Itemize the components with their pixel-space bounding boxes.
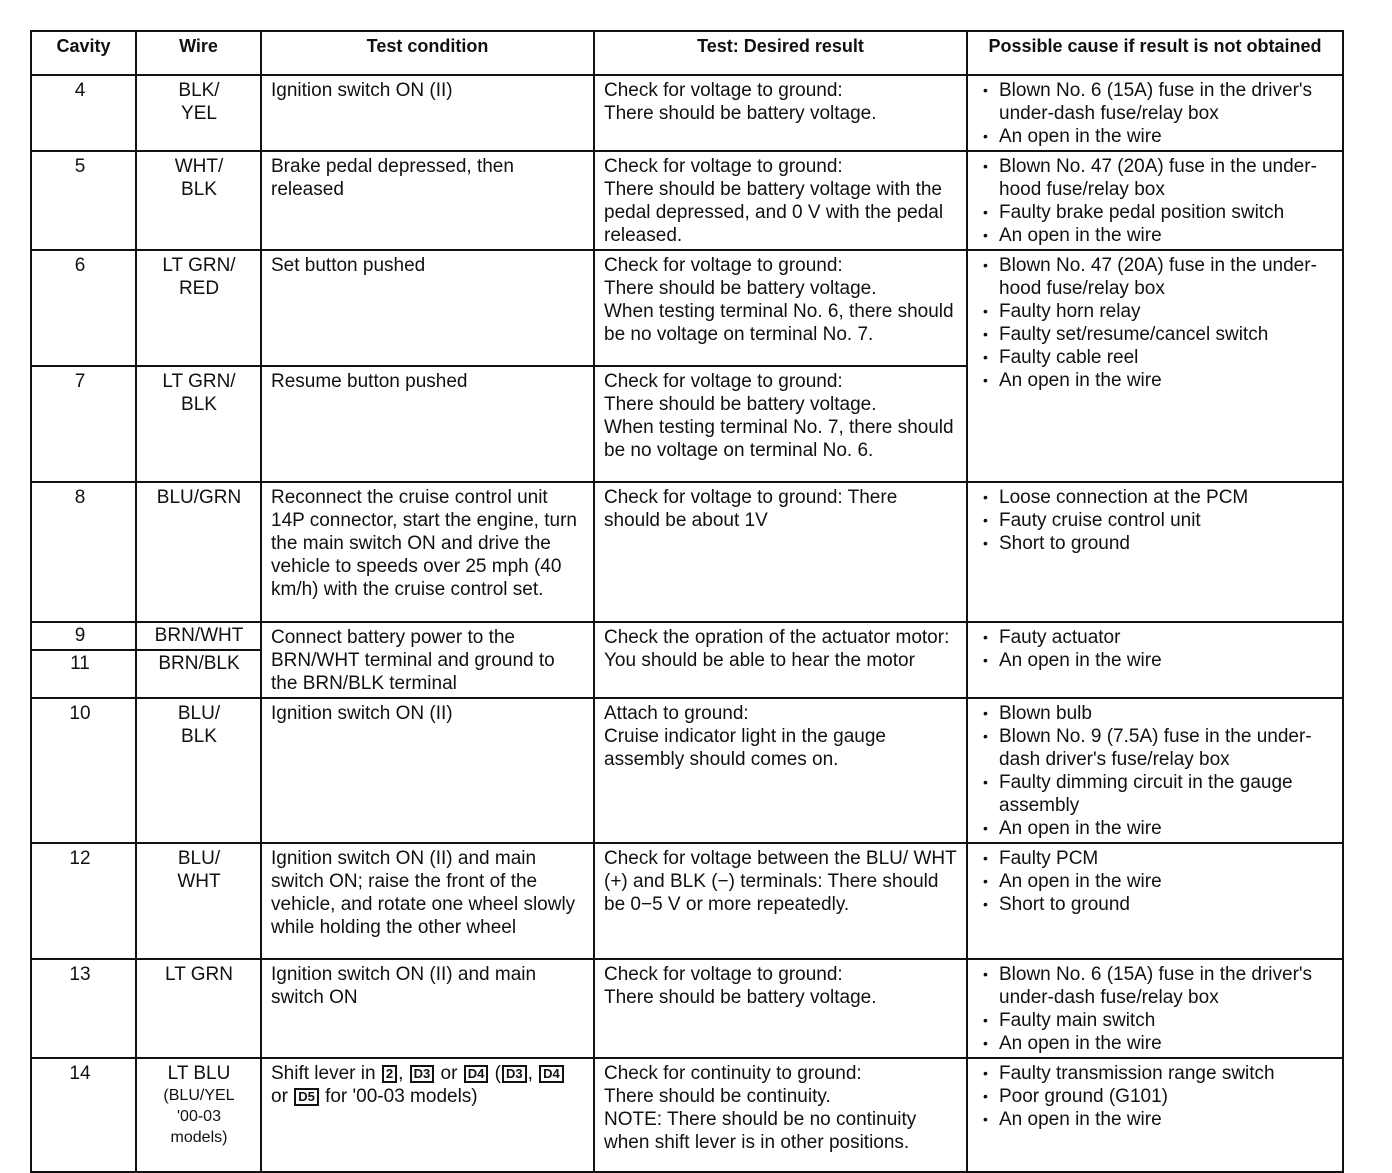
cause-cell — [967, 843, 1343, 959]
wire-cell: WHT/ BLK — [136, 151, 261, 250]
wire-cell: BRN/BLK — [136, 650, 261, 698]
cavity-cell: 12 — [31, 843, 136, 959]
cause-item: • Loose connection at the PCM — [977, 486, 1334, 509]
table-row — [31, 151, 1343, 250]
cause-cell — [967, 622, 1343, 698]
cavity-cell: 8 — [31, 482, 136, 622]
cavity-cell: 9 — [31, 622, 136, 650]
cavity-cell: 6 — [31, 250, 136, 366]
cause-item: • Blown No. 9 (7.5A) fuse in the under-dash driver's fuse/relay box — [977, 725, 1334, 771]
cause-item: • An open in the wire — [977, 1108, 1334, 1131]
cause-item: • Blown No. 6 (15A) fuse in the driver's under-dash fuse/relay box — [977, 963, 1334, 1009]
cause-item: • Faulty PCM — [977, 847, 1334, 870]
condition-cell: Resume button pushed — [261, 366, 594, 482]
cause-list — [977, 963, 1334, 1055]
shift-position-d3-icon: D3 — [410, 1065, 435, 1083]
cause-cell — [967, 482, 1343, 622]
cavity-cell: 11 — [31, 650, 136, 698]
wire-cell: BLU/GRN — [136, 482, 261, 622]
wire-cell: BRN/WHT — [136, 622, 261, 650]
cause-cell — [967, 151, 1343, 250]
cause-list — [977, 626, 1334, 672]
condition-cell: Brake pedal depressed, then released — [261, 151, 594, 250]
result-cell: Check for voltage to ground: There should be battery voltage. When testing terminal No. 6, there should be no voltage on terminal No. 7. — [594, 250, 967, 366]
cruise-control-test-table — [30, 30, 1344, 1173]
cause-item: • Faulty brake pedal position switch — [977, 201, 1334, 224]
table-row — [31, 75, 1343, 151]
cause-item: • Faulty cable reel — [977, 346, 1334, 369]
cause-item: • Poor ground (G101) — [977, 1085, 1334, 1108]
condition-text: or — [435, 1063, 463, 1084]
result-cell: Check the opration of the actuator motor: You should be able to hear the motor — [594, 622, 967, 698]
cavity-cell: 5 — [31, 151, 136, 250]
header-test-result: Test: Desired result — [594, 31, 967, 75]
cause-item: • Blown No. 47 (20A) fuse in the under-hood fuse/relay box — [977, 254, 1334, 300]
condition-cell: Set button pushed — [261, 250, 594, 366]
result-cell: Check for voltage to ground: There should be battery voltage. — [594, 959, 967, 1058]
wire-cell: BLK/ YEL — [136, 75, 261, 151]
condition-cell: Ignition switch ON (II) — [261, 698, 594, 843]
cause-item: • An open in the wire — [977, 369, 1334, 392]
cause-item: • Short to ground — [977, 893, 1334, 916]
cavity-cell: 4 — [31, 75, 136, 151]
table-row — [31, 250, 1343, 366]
wire-cell: LT GRN/ RED — [136, 250, 261, 366]
condition-cell: Reconnect the cruise control unit 14P connector, start the engine, turn the main switch ON and drive the vehicle to speeds over 25 mph (40 km/h) with the cruise control set. — [261, 482, 594, 622]
header-possible-cause: Possible cause if result is not obtained — [967, 31, 1343, 75]
cause-cell — [967, 959, 1343, 1058]
condition-cell: Ignition switch ON (II) — [261, 75, 594, 151]
diagnostic-table-container — [30, 30, 1342, 1173]
result-cell: Check for voltage to ground: There should be about 1V — [594, 482, 967, 622]
cause-item: • Fauty actuator — [977, 626, 1334, 649]
cause-item: • Short to ground — [977, 532, 1334, 555]
cause-item: • An open in the wire — [977, 224, 1334, 247]
cause-cell — [967, 250, 1343, 482]
cause-item: • Faulty horn relay — [977, 300, 1334, 323]
cavity-cell: 7 — [31, 366, 136, 482]
cause-item: • Faulty main switch — [977, 1009, 1334, 1032]
wire-cell: BLU/ BLK — [136, 698, 261, 843]
cause-item: • Fauty cruise control unit — [977, 509, 1334, 532]
cause-list — [977, 155, 1334, 247]
result-cell: Check for voltage between the BLU/ WHT (+) and BLK (−) terminals: There should be 0−5 V or more repeatedly. — [594, 843, 967, 959]
table-row — [31, 622, 1343, 650]
cavity-cell: 13 — [31, 959, 136, 1058]
table-row — [31, 698, 1343, 843]
header-wire: Wire — [136, 31, 261, 75]
cause-item: • An open in the wire — [977, 817, 1334, 840]
cause-list — [977, 847, 1334, 916]
condition-cell: Ignition switch ON (II) and main switch ON; raise the front of the vehicle, and rotate one wheel slowly while holding the other wheel — [261, 843, 594, 959]
shift-position-d4-icon: D4 — [539, 1065, 564, 1083]
cause-list — [977, 1062, 1334, 1131]
header-test-condition: Test condition — [261, 31, 594, 75]
result-cell: Check for continuity to ground: There should be continuity. NOTE: There should be no continuity when shift lever is in other positions. — [594, 1058, 967, 1172]
wire-cell: BLU/ WHT — [136, 843, 261, 959]
wire-cell: LT GRN/ BLK — [136, 366, 261, 482]
condition-cell: Ignition switch ON (II) and main switch ON — [261, 959, 594, 1058]
cavity-cell: 10 — [31, 698, 136, 843]
cause-cell — [967, 75, 1343, 151]
condition-text: , — [398, 1063, 409, 1084]
cause-item: • Faulty dimming circuit in the gauge assembly — [977, 771, 1334, 817]
cause-list — [977, 254, 1334, 392]
header-cavity: Cavity — [31, 31, 136, 75]
condition-text: ( — [489, 1063, 501, 1084]
result-cell: Check for voltage to ground: There should be battery voltage. — [594, 75, 967, 151]
header-row — [31, 31, 1343, 75]
cavity-cell: 14 — [31, 1058, 136, 1172]
table-row — [31, 843, 1343, 959]
cause-list — [977, 702, 1334, 840]
result-cell: Attach to ground: Cruise indicator light in the gauge assembly should comes on. — [594, 698, 967, 843]
result-cell: Check for voltage to ground: There should be battery voltage with the pedal depressed, and 0 V with the pedal released. — [594, 151, 967, 250]
cause-item: • Faulty transmission range switch — [977, 1062, 1334, 1085]
cause-list — [977, 79, 1334, 148]
wire-note: (BLU/YEL '00-03 models) — [163, 1087, 235, 1146]
condition-text: for '00-03 models) — [319, 1086, 478, 1107]
cause-item: • An open in the wire — [977, 870, 1334, 893]
cause-item: • An open in the wire — [977, 1032, 1334, 1055]
condition-cell — [261, 1058, 594, 1172]
cause-cell — [967, 1058, 1343, 1172]
result-cell: Check for voltage to ground: There should be battery voltage. When testing terminal No. 7, there should be no voltage on terminal No. 6. — [594, 366, 967, 482]
cause-item: • Blown bulb — [977, 702, 1334, 725]
wire-main-label: LT BLU — [167, 1063, 231, 1084]
cause-item: • Blown No. 47 (20A) fuse in the under-hood fuse/relay box — [977, 155, 1334, 201]
table-row — [31, 482, 1343, 622]
condition-text: Shift lever in — [271, 1063, 381, 1084]
cause-item: • Faulty set/resume/cancel switch — [977, 323, 1334, 346]
cause-item: • An open in the wire — [977, 649, 1334, 672]
cause-cell — [967, 698, 1343, 843]
wire-cell: LT GRN — [136, 959, 261, 1058]
wire-cell — [136, 1058, 261, 1172]
cause-item: • An open in the wire — [977, 125, 1334, 148]
cause-list — [977, 486, 1334, 555]
condition-text: , — [527, 1063, 539, 1084]
cause-item: • Blown No. 6 (15A) fuse in the driver's under-dash fuse/relay box — [977, 79, 1334, 125]
shift-position-d3-icon: D3 — [502, 1065, 527, 1083]
table-row — [31, 959, 1343, 1058]
table-row — [31, 1058, 1343, 1172]
shift-position-d5-icon: D5 — [294, 1088, 319, 1106]
shift-position-d4-icon: D4 — [464, 1065, 489, 1083]
shift-position-2-icon: 2 — [382, 1065, 397, 1083]
condition-cell: Connect battery power to the BRN/WHT terminal and ground to the BRN/BLK terminal — [261, 622, 594, 698]
condition-text: or — [271, 1086, 294, 1107]
